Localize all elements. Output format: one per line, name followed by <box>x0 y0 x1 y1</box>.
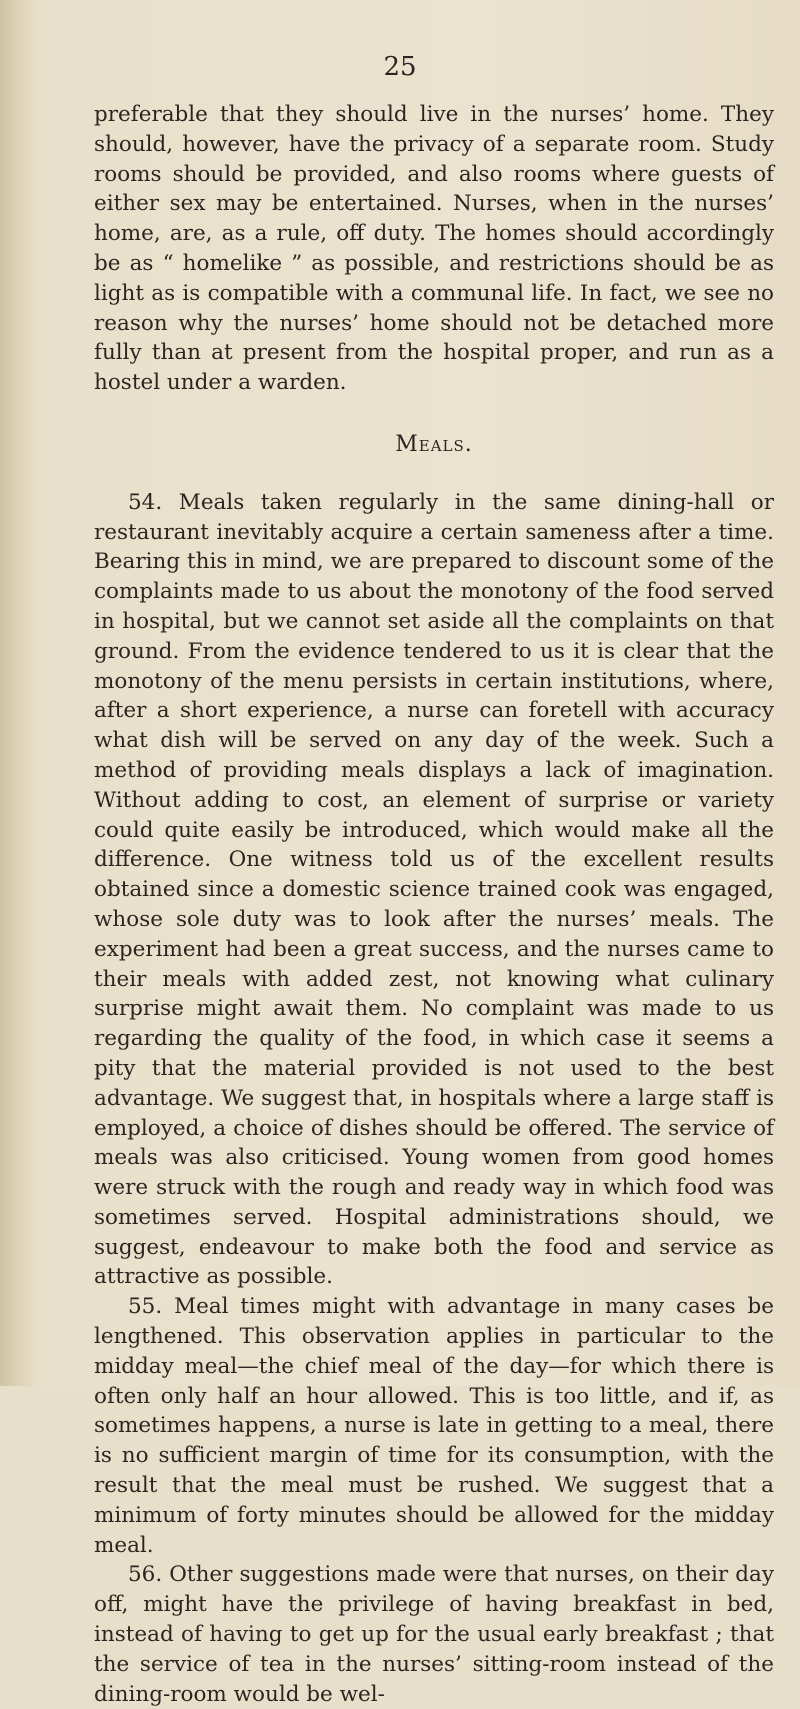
intro-paragraph: preferable that they should live in the nurses’ home. They should, however, have the privacy of a separate room. Study rooms should be provided, and also rooms where guests of either sex may be entertained. Nurses, when in the nurses’ home, are, as a rule, off duty. The homes should accordingly be as “ homelike ” as possible, and restrictions should be as light as is compatible with a communal life. In fact, we see no reason why the nurses’ home should not be detached more fully than at present from the hospital proper, and run as a hostel under a warden. <box>94 102 774 396</box>
paragraph-55: 55. Meal times might with advantage in many cases be lengthened. This observation applies in particular to the midday meal—the chief meal of the day—for which there is often only half an hour allowed. This is too little, and if, as sometimes happens, a nurse is late in getting to a meal, there is no sufficient margin of time for its consumption, with the result that the meal must be rushed. We suggest that a minimum of forty minutes should be allowed for the midday meal. <box>94 1294 774 1558</box>
paragraph-54: 54. Meals taken regularly in the same dining-hall or restaurant inevitably acquire a certain sameness after a time. Bearing this in mind, we are prepared to discount some of the complaints made to us about the monotony of the food served in hospital, but we cannot set aside all the complaints on that ground. From the evidence tendered to us it is clear that the monotony of the menu persists in certain institutions, where, after a short experience, a nurse can foretell with accuracy what dish will be served on any day of the week. Such a method of providing meals displays a lack of imagination. Without adding to cost, an element of surprise or variety could quite easily be introduced, which would make all the difference. One witness told us of the excellent results obtained since a domestic science trained cook was engaged, whose sole duty was to look after the nurses’ meals. The experiment had been a great success, and the nurses came to their meals with added zest, not knowing what culinary surprise might await them. No complaint was made to us regarding the quality of the food, in which case it seems a pity that the material provided is not used to the best advantage. We suggest that, in hospitals where a large staff is employed, a choice of dishes should be offered. The service of meals was also criticised. Young women from good homes were struck with the rough and ready way in which food was sometimes served. Hospital administrations should, we suggest, endeavour to make both the food and service as attractive as possible. <box>94 489 774 1290</box>
paragraph-56: 56. Other suggestions made were that nurses, on their day off, might have the privilege of having breakfast in bed, instead of having to get up for the usual early breakfast ; that the service of tea in the nurses’ sitting-room instead of the dining-room would be wel- <box>94 1562 774 1707</box>
section-heading: Meals. <box>395 431 473 457</box>
body-text <box>94 100 774 1709</box>
page-number: 25 <box>383 52 417 82</box>
